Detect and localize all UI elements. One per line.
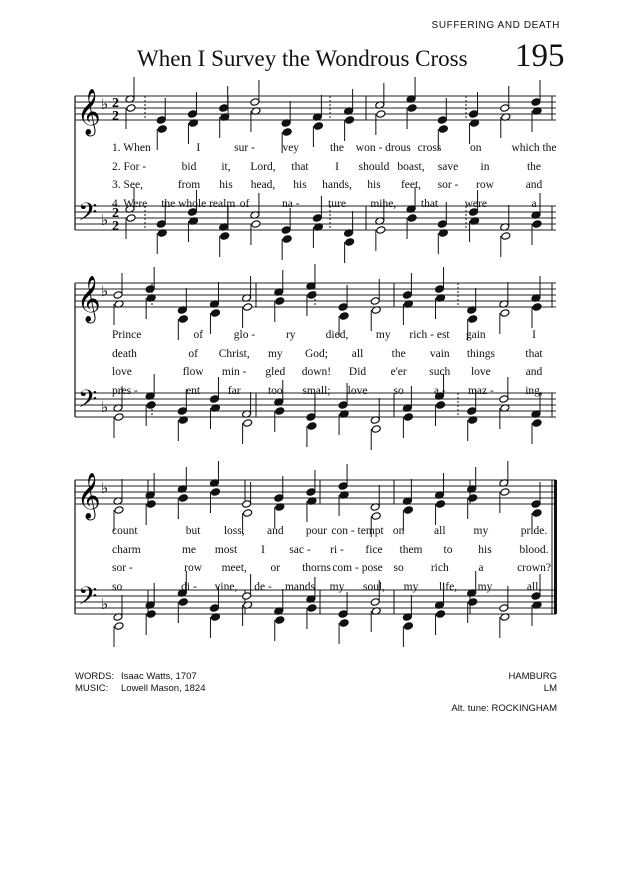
lyric-syllable: love [347,384,368,397]
hymn-title: When I Survey the Wondrous Cross [137,46,468,71]
lyric-syllable: com - pose [332,562,383,574]
lyric-syllable: a [478,562,484,574]
lyric-syllable: ry [285,329,296,341]
note-head [307,291,317,300]
lyric-syllable: which the [511,142,557,154]
note-head [338,303,348,312]
note-head [531,500,541,509]
lyric-line [0,559,640,578]
note-head [500,488,510,497]
lyric-line [0,326,640,345]
lyric-syllable: save [437,160,459,173]
treble-clef-icon: 𝄞 [77,276,101,322]
note-head [242,500,252,509]
note-head [156,220,166,229]
note-head [339,312,349,321]
lyric-syllable: 3. See, [112,179,143,191]
lyric-syllable: God; [304,347,328,360]
lyric-syllable: down! [301,366,332,378]
lyric-syllable: Prince [112,329,142,341]
lyric-line [0,522,640,541]
tune-name: HAMBURG [508,671,557,682]
note-head [403,622,413,631]
note-head [178,315,188,324]
note-head [371,425,381,434]
note-head [532,509,542,518]
lyric-syllable: vain [429,347,450,360]
lyric-syllable: my [473,525,489,537]
note-head [219,104,229,113]
lyric-syllable: con - tempt [331,525,384,537]
note-head [306,488,316,497]
note-head [501,232,511,241]
lyric-syllable: from [177,179,201,191]
lyric-syllable: the [526,160,542,173]
lyric-line [0,578,640,597]
lyric-line [0,541,640,560]
lyric-syllable: the whole realm [161,197,236,210]
note-head [114,506,124,515]
flat-sign-icon: ♭ [101,400,109,416]
flat-sign-icon: ♭ [101,284,109,300]
note-head [274,494,284,503]
lyric-syllable: won - drous [355,142,411,154]
lyric-syllable: on [470,142,482,154]
treble-clef-icon: 𝄞 [77,89,101,135]
note-head [338,482,348,491]
lyric-syllable: of [239,197,250,210]
lyric-syllable: gled [265,366,286,378]
lyric-syllable: of [188,347,198,360]
lyric-syllable: gain [465,329,486,341]
lyric-syllable: e'er [390,366,407,378]
note-head [243,419,253,428]
lyric-syllable: most [214,543,238,556]
note-head [178,598,188,607]
bass-clef-icon: 𝄢 [78,385,98,420]
lyric-syllable: count [112,525,138,537]
lyric-syllable: mine, [370,197,397,210]
treble-clef-icon: 𝄞 [77,473,101,519]
lyric-syllable: so [393,384,404,397]
note-head [275,616,285,625]
note-head [243,303,253,312]
lyric-syllable: ing, [525,384,543,397]
lyric-syllable: 1. When [112,142,151,154]
bass-clef-icon: 𝄢 [78,582,98,617]
note-head [210,488,220,497]
lyric-syllable: my [267,347,283,360]
lyric-syllable: that [291,160,309,173]
note-head [436,401,446,410]
lyric-syllable: pour [305,525,327,537]
flat-sign-icon: ♭ [101,213,109,229]
note-head [469,110,479,119]
note-head [177,407,187,416]
lyric-syllable: small; [302,384,331,397]
lyric-syllable: head, [250,179,276,191]
lyric-syllable: row [184,562,203,574]
lyric-syllable: far [227,384,241,397]
note-head [281,226,291,235]
lyric-syllable: love [112,366,132,378]
lyric-line [0,158,640,177]
lyric-syllable: a [531,197,537,210]
lyric-syllable: such [429,366,451,378]
note-head [370,297,380,306]
lyric-syllable: but [185,525,201,537]
lyric-syllable: sor - [112,562,133,574]
lyric-syllable: that [525,347,543,360]
lyric-syllable: ri - [330,543,344,556]
lyric-syllable: his [293,179,307,191]
note-head [145,285,155,294]
note-head [403,413,413,422]
lyric-syllable: his [478,543,492,556]
note-head [126,104,136,113]
note-head [275,407,285,416]
hymn-number: 195 [515,38,565,74]
lyrics-system-2 [0,326,640,400]
lyric-syllable: mands [284,580,316,593]
note-head [468,315,478,324]
note-head [532,220,542,229]
lyric-syllable: it, [221,160,231,173]
lyric-syllable: ture [328,197,346,210]
time-signature: 2 [112,206,119,221]
note-head [437,116,447,125]
lyric-syllable: on [392,525,405,537]
note-head [339,619,349,628]
lyric-syllable: so [112,580,123,593]
lyric-syllable: or [270,562,281,574]
lyric-syllable: a - [433,384,446,397]
lyric-syllable: Christ, [218,347,250,360]
note-head [499,604,509,613]
note-head [435,285,445,294]
note-head [313,122,323,131]
words-value: Isaac Watts, 1707 [121,671,197,682]
lyric-syllable: flow [182,366,204,378]
lyric-syllable: charm [112,543,141,556]
lyric-syllable: should [358,160,390,173]
note-head [436,500,446,509]
lyric-syllable: his [367,179,381,191]
lyrics-system-3 [0,522,640,596]
note-head [338,610,348,619]
note-head [156,116,166,125]
lyric-syllable: love [470,366,491,378]
lyric-syllable: boast, [397,160,425,173]
lyric-syllable: I [532,329,536,341]
lyric-syllable: rich [430,562,449,574]
time-signature: 2 [112,109,119,124]
note-head [146,401,156,410]
lyric-syllable: all. [526,580,542,593]
lyric-syllable: di - [181,580,197,593]
lyric-syllable: glo - [233,329,256,341]
note-head [282,128,292,137]
lyric-syllable: fice [365,543,383,556]
lyrics-system-1 [0,139,640,213]
section-heading: SUFFERING AND DEATH [431,20,560,31]
note-head [500,309,510,318]
lyric-syllable: cross [417,142,442,154]
note-head [345,238,355,247]
lyric-syllable: thorns [302,562,331,574]
note-head [250,98,260,107]
lyric-syllable: vey [282,142,300,154]
bass-clef-icon: 𝄢 [78,198,98,233]
lyric-syllable: maz - [467,384,494,397]
note-head [500,104,510,113]
lyric-syllable: ent [186,384,201,397]
flat-sign-icon: ♭ [101,597,109,613]
lyric-syllable: bid [181,160,197,173]
note-head [307,422,317,431]
note-head [178,494,188,503]
lyric-syllable: them [399,543,423,556]
lyric-syllable: loss, [223,525,245,537]
time-signature: 2 [112,96,119,111]
note-head [113,291,123,300]
lyric-syllable: pres - [112,384,138,397]
note-head [243,509,253,518]
note-head [438,125,448,134]
lyric-line [0,139,640,158]
lyric-syllable: vine, [214,580,238,593]
note-head [467,407,477,416]
lyric-syllable: pride. [520,525,548,537]
lyric-syllable: my [329,580,345,593]
lyric-syllable: all [434,525,446,537]
note-head [114,622,124,631]
lyric-syllable: de - [254,580,272,593]
lyric-syllable: row [476,179,494,191]
lyric-syllable: crown? [517,562,551,574]
lyric-syllable: I [196,142,201,154]
alt-tune: Alt. tune: ROCKINGHAM [451,703,557,714]
note-head [114,413,124,422]
note-head [376,110,386,119]
music-value: Lowell Mason, 1824 [121,683,206,694]
note-head [209,604,219,613]
note-head [402,291,412,300]
note-head [403,506,413,515]
note-head [210,309,220,318]
note-head [126,214,136,223]
lyric-syllable: min - [221,366,247,378]
lyric-syllable: life, [438,580,458,593]
note-head [220,232,230,241]
lyric-syllable: na - [281,197,300,210]
note-head [307,604,317,613]
lyric-syllable: died, [325,329,349,341]
note-head [371,512,381,521]
note-head [187,110,197,119]
lyric-syllable: were [464,197,487,210]
note-head [532,303,542,312]
lyric-syllable: me [181,543,197,556]
lyric-syllable: Lord, [250,160,276,173]
note-head [370,598,380,607]
lyric-syllable: my [403,580,419,593]
note-head [275,297,285,306]
note-head [468,598,478,607]
lyric-syllable: things [466,347,495,360]
lyric-syllable: to [443,543,453,556]
words-credit [75,671,197,682]
note-head [407,104,417,113]
lyric-syllable: rich - est [409,329,450,341]
note-head [531,98,541,107]
note-head [338,401,348,410]
lyric-syllable: blood. [519,543,549,556]
meter: LM [543,683,557,694]
note-head [306,413,316,422]
lyric-syllable: all [351,347,364,360]
lyric-syllable: death [112,347,137,360]
note-head [436,610,446,619]
lyric-syllable: in [480,160,490,173]
note-head [376,226,386,235]
lyric-syllable: my [375,329,391,341]
lyric-syllable: that [420,197,439,210]
lyric-syllable: the [329,142,345,154]
lyric-syllable: his [219,179,233,191]
note-head [345,116,355,125]
note-head [532,419,542,428]
lyric-line [0,345,640,364]
lyric-syllable: 2. For - [112,160,147,173]
lyric-syllable: and [525,179,543,191]
lyric-syllable: I [261,543,265,556]
lyric-syllable: sur - [234,142,255,154]
lyric-syllable: hands, [322,179,352,191]
flat-sign-icon: ♭ [101,97,109,113]
note-head [157,125,167,134]
lyric-syllable: and [525,366,543,378]
lyric-syllable: so [393,562,404,574]
lyric-syllable: soul, [362,580,386,593]
note-head [437,220,447,229]
words-label: WORDS: [75,671,115,682]
lyric-syllable: feet, [400,179,422,191]
lyric-syllable: my [477,580,493,593]
lyric-syllable: and [267,525,284,537]
note-head [282,235,292,244]
lyric-syllable: the [391,347,406,360]
lyric-syllable: too [267,384,283,397]
lyric-line [0,176,640,195]
lyric-syllable: sac - [289,543,311,556]
lyric-syllable: Did [348,366,367,378]
note-head [251,220,261,229]
lyric-syllable: of [193,329,204,341]
lyric-line [0,195,640,214]
lyric-line [0,382,640,401]
music-credit [75,683,206,694]
note-head [407,214,417,223]
note-head [312,214,322,223]
note-head [468,494,478,503]
lyric-syllable: meet, [221,562,247,574]
lyric-line [0,363,640,382]
music-label: MUSIC: [75,683,109,694]
lyric-syllable: 4. Were [112,197,148,210]
lyric-syllable: I [335,160,339,173]
flat-sign-icon: ♭ [101,481,109,497]
time-signature: 2 [112,219,119,234]
lyric-syllable: sor - [437,179,459,191]
